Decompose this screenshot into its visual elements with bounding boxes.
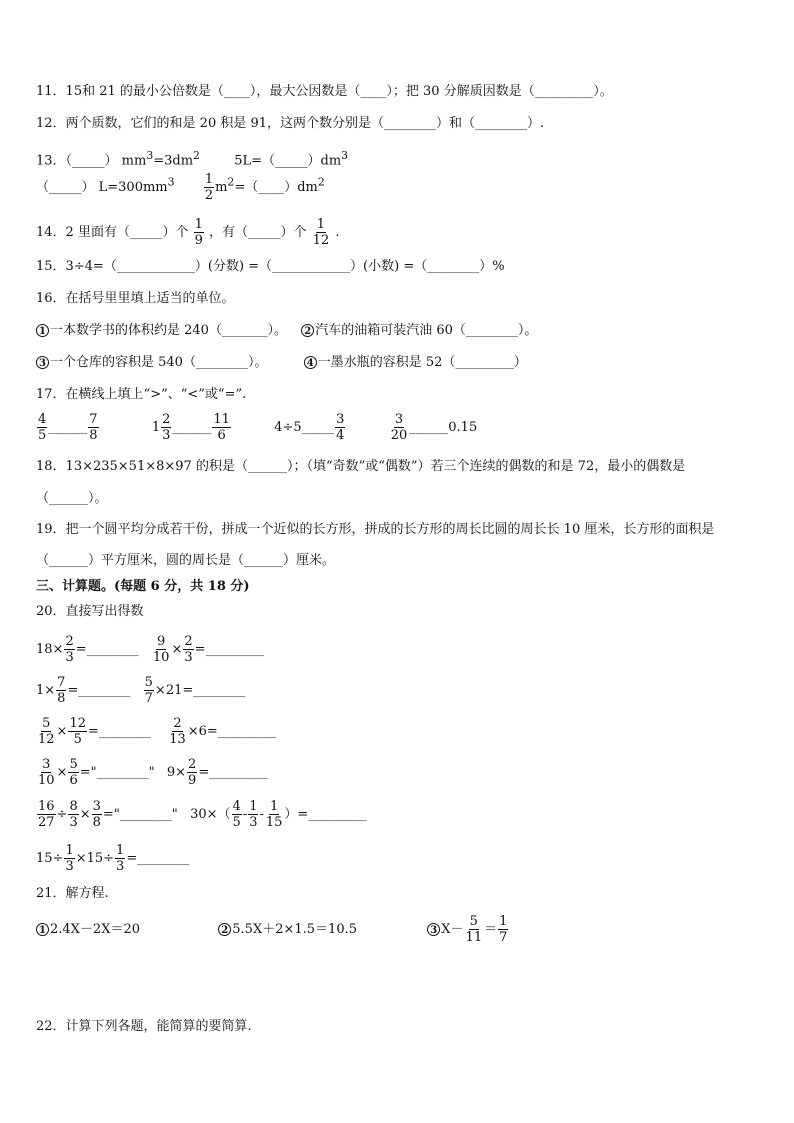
q17-blank-4: ______ [409,420,449,435]
q13-part-a: 13．（_____） mm [36,153,147,169]
question-11: 11．15和 21 的最小公倍数是（____），最大公因数是（____）；把 30 分解质因数是（_________）。 [36,84,613,99]
q16-item-1: 一本数学书的体积约是 240（_______）。 [50,323,287,338]
question-20-row2: 1× $\frac{7}{8}$ =________ $\frac{5}{7}$ ×21=________ [36,675,246,706]
equation-3: X－ $\frac{5}{11}$ ＝ $\frac{1}{7}$ [441,914,508,945]
q16-item-3: 一个仓库的容积是 540（________）。 [50,355,268,370]
q13-sup-c: 3 [167,175,175,189]
question-20-row6: 15÷ $\frac{1}{3}$ ×15÷ $\frac{1}{3}$ =________ [36,843,190,874]
q17-text-4: 0.15 [448,420,478,435]
q17-blank-1: ______ [48,420,88,435]
equation-1: 2.4X－2X＝20 [50,922,140,937]
q14-text-a: 14．2 里面有（_____）个 [36,225,189,240]
question-17-items [36,412,477,443]
question-18-line1: 18．13×235×51×8×97 的积是（______）；（填“奇数”或“偶数”）若三个连续的偶数的和是 72，最小的偶数是 [36,459,686,474]
question-20-title: 20．直接写出得数 [36,604,144,619]
q14-text-b: ，有（_____）个 [209,225,307,240]
q17-frac-2b: $\frac{11}{6}$ [213,412,230,443]
question-13-line2 [36,172,325,203]
question-16-row2 [36,354,527,372]
q17-blank-3: _____ [301,420,335,435]
q13-sup-d2: 2 [317,175,325,189]
circle-number-2: 2 [301,324,314,337]
equation-2: 5.5X＋2×1.5＝10.5 [232,922,357,937]
question-16-title: 16．在括号里里填上适当的单位。 [36,291,235,306]
question-12: 12．两个质数，它们的和是 20 积是 91，这两个数分别是（________）和（________）. [36,116,545,131]
q13-sup-a2: 2 [193,149,200,162]
q13-part-b: 5L=（_____）dm [234,153,342,169]
q13-part-d: m [215,180,228,195]
circle-number-4: 4 [304,356,317,369]
q13-part-d2: =（____）dm [234,180,318,195]
question-20-row1: 18× $\frac{2}{3}$ =________ $\frac{9}{10}$ × $\frac{2}{3}$ =_________ [36,634,265,665]
q17-mixed-2a: 1 $\frac{2}{3}$ [151,412,171,443]
question-18-line2: （______）。 [36,491,108,506]
question-21-title: 21．解方程. [36,886,109,901]
section-3-heading: 三、计算题。(每题 6 分，共 18 分) [36,579,250,594]
question-20-row4: $\frac{3}{10}$ × $\frac{5}{6}$ ="________" 9× $\frac{2}{9}$ =_________ [38,757,268,788]
question-19-line1: 19．把一个圆平均分成若干份，拼成一个近似的长方形，拼成的长方形的周长比圆的周长长 10 厘米，长方形的面积是 [36,522,715,537]
q17-frac-1b: $\frac{7}{8}$ [89,412,98,443]
question-21-equations [36,914,509,945]
circle-number-1: 1 [36,324,49,337]
question-16-row1 [36,322,537,340]
q17-frac-1a: $\frac{4}{5}$ [38,412,47,443]
q16-item-2: 汽车的油箱可装汽油 60（________）。 [315,323,538,338]
q17-frac-4: $\frac{3}{20}$ [390,412,408,443]
circle-number-3: 3 [427,923,440,936]
question-17-title: 17．在横线上填上“>”、“<”或“=”. [36,387,247,402]
q13-sup-b: 3 [341,149,349,162]
q17-blank-2: ______ [172,420,212,435]
circle-number-3: 3 [36,356,49,369]
q17-frac-3: $\frac{3}{4}$ [336,412,345,443]
question-22: 22．计算下列各题，能简算的要简算. [36,1019,252,1034]
q16-item-4: 一墨水瓶的容积是 52（_________） [317,355,527,370]
q14-fraction-2: $\frac{1}{12}$ [312,217,330,248]
question-14 [36,217,340,248]
q13-sup-a: 3 [146,149,154,162]
question-13-line1 [36,147,348,170]
q14-text-c: . [335,225,340,240]
q14-fraction-1: $\frac{1}{9}$ [194,217,203,248]
question-15: 15．3÷4=（____________）(分数) =（____________）(小数) =（________）% [36,259,505,274]
q13-sup-d: 2 [227,175,235,189]
circle-number-2: 2 [218,923,231,936]
q13-part-c: （_____） L=300mm [36,180,168,195]
q13-part-a2: =3dm [153,153,194,169]
q13-fraction: $\frac{1}{2}$ [204,172,214,203]
question-20-row5: $\frac{16}{27}$ ÷ $\frac{8}{3}$ × $\frac{3}{8}$ ="________" 30×（ $\frac{4}{5}$ - $\frac{1}{3}$ - $\frac{1}{15}$ ）=_________ [38,799,367,830]
circle-number-1: 1 [36,923,49,936]
question-20-row3: $\frac{5}{12}$ × $\frac{12}{5}$ =________ $\frac{2}{13}$ ×6=_________ [38,716,277,747]
question-19-line2: （______）平方厘米，圆的周长是（______）厘米。 [36,553,336,568]
q17-text-3: 4÷5 [274,420,302,435]
